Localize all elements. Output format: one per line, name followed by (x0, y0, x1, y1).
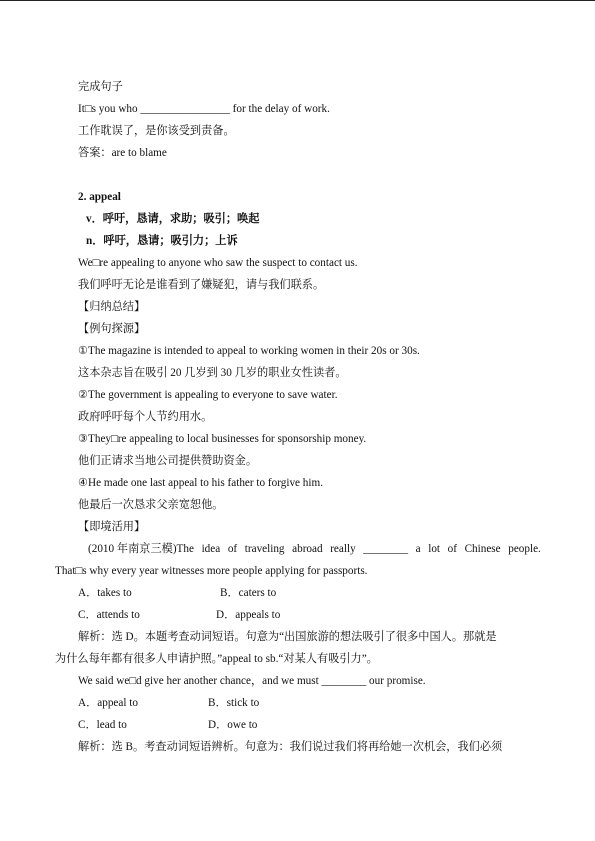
q1-word: (2010 年南京三模)The (88, 543, 194, 555)
q2-option-b: B．stick to (208, 697, 260, 709)
example-4: ④He made one last appeal to his father to forgive him. (78, 477, 323, 489)
q1-word: people. (508, 543, 541, 555)
q1-word: traveling (244, 543, 285, 555)
example-translation: 我们呼吁无论是谁看到了嫌疑犯，请与我们联系。 (78, 279, 325, 291)
section-examples: 【例句探源】 (78, 323, 146, 335)
example-2: ②The government is appealing to everyone to save water. (78, 389, 338, 401)
example-sentence: We□re appealing to anyone who saw the suspect to contact us. (78, 257, 358, 269)
q1-word: lot (428, 543, 441, 555)
question-2-line-1: We said we□d give her another chance，and we must ________ our promise. (78, 675, 426, 687)
example-1: ①The magazine is intended to appeal to working women in their 20s or 30s. (78, 345, 420, 357)
section-practice: 【即境活用】 (78, 521, 146, 533)
q2-option-a: A．appeal to (78, 697, 138, 709)
q1-option-c: C．attends to (78, 609, 140, 621)
exercise-translation: 工作耽误了，是你该受到责备。 (78, 125, 235, 137)
q1-word: abroad (292, 543, 323, 555)
definition-noun: n．呼吁，恳请；吸引力；上诉 (86, 235, 238, 247)
example-3: ③They□re appealing to local businesses for sponsorship money. (78, 433, 367, 445)
q1-option-d: D．appeals to (216, 609, 281, 621)
q1-option-b: B．caters to (220, 587, 277, 599)
q2-option-d: D．owe to (208, 719, 258, 731)
definition-verb: v．呼吁，恳请，求助；吸引；唤起 (86, 213, 260, 225)
example-3-translation: 他们正请求当地公司提供赞助资金。 (78, 455, 258, 467)
section-heading-complete-sentence: 完成句子 (78, 81, 123, 93)
example-1-translation: 这本杂志旨在吸引 20 几岁到 30 几岁的职业女性读者。 (78, 367, 347, 379)
q1-option-a: A．takes to (78, 587, 132, 599)
example-2-translation: 政府呼吁每个人节约用水。 (78, 411, 213, 423)
q2-analysis-line-1: 解析：选 B。考查动词短语辨析。句意为：我们说过我们将再给她一次机会，我们必须 (78, 741, 503, 753)
exercise-answer: 答案：are to blame (78, 147, 167, 159)
vocab-heading-appeal: 2. appeal (78, 191, 121, 203)
q1-word: really (330, 543, 356, 555)
q2-option-c: C．lead to (78, 719, 127, 731)
q1-analysis-line-1: 解析：选 D。本题考查动词短语。句意为“出国旅游的想法吸引了很多中国人。那就是 (78, 631, 497, 643)
exercise-sentence: It□s you who ________________ for the delay of work. (78, 103, 330, 115)
q1-blank: ________ (363, 543, 409, 555)
q1-word: of (227, 543, 238, 555)
q1-word: of (447, 543, 457, 555)
example-4-translation: 他最后一次恳求父亲宽恕他。 (78, 499, 224, 511)
page-top-border (0, 0, 595, 1)
section-summary: 【归纳总结】 (78, 301, 146, 313)
q1-word: idea (201, 543, 221, 555)
question-1-line-1 (88, 542, 541, 556)
question-1-line-2: That□s why every year witnesses more people applying for passports. (55, 565, 368, 577)
q1-analysis-line-2: 为什么每年都有很多人申请护照。”appeal to sb.“对某人有吸引力”。 (55, 653, 378, 665)
q1-word: a (415, 543, 421, 555)
q1-word: Chinese (464, 543, 501, 555)
